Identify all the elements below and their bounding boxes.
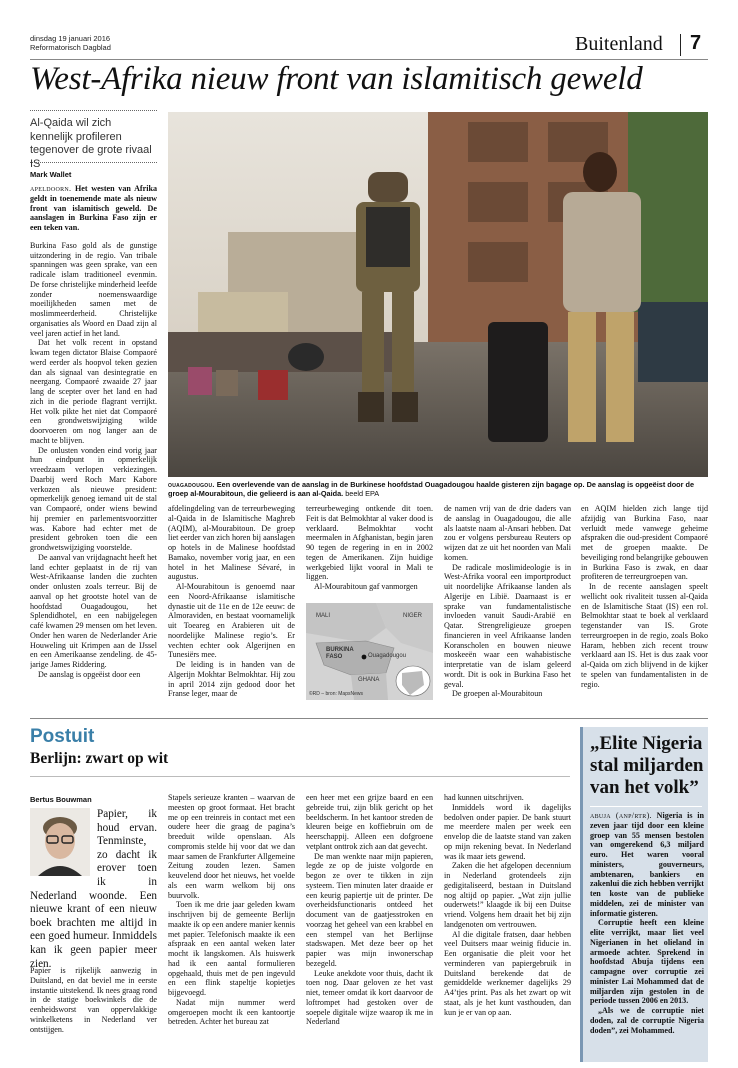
- paragraph: en AQIM hielden zich lange tijd afzijdig van Burkina Faso, naar verluidt mede vanwege geheime afspraken die oud-president Compaoré met de groepen maakte. De beveiliging rond belangrijke gebouwen in Burkina Faso is zwak, en daar profiteren de terreurgroepen van.: [581, 504, 708, 582]
- map-label-burkina: BURKINA FASO: [326, 647, 354, 660]
- article-column-5: [581, 504, 708, 701]
- paragraph: De aanslag is opgeëist door een: [38, 669, 141, 679]
- paragraph: Al-Mourabitoun gaf vanmorgen: [314, 582, 418, 591]
- paragraph: had kunnen uitschrijven.: [444, 793, 524, 802]
- column-text-4: [444, 793, 571, 1062]
- paragraph: Dat het volk recent in opstand kwam tegen dictator Blaise Compaoré werd eerder als hoopvol teken gezien dan als signaal van desintegratie en neergang. Compaoré zwaaide 27 jaar lang de scepter over het land en had zich in die periode flagrant verrijkt. Het volk pikte het niet dat Compaoré een grondwetswijziging wilde doorvoeren om nog langer aan de macht te blijven.: [30, 338, 157, 445]
- column-rule: [30, 776, 570, 777]
- location-map: [306, 603, 433, 700]
- paragraph: De man wenkte naar mijn papieren, legde ze op de juiste volgorde en begon ze over te tikken in zijn systeem. Tien minuten later draaide er een keurig papiertje uit de printer. De overheidsfunctionaris ontdeed het document van de gaatjesstroken en voorzag het geheel van een krabbel en een stempel van het Berlijnse stadswapen. Met deze beer op het papier was mijn inwonerschap bezegeld.: [306, 851, 433, 968]
- caption-place: ouagadougou.: [168, 480, 215, 489]
- paragraph: Burkina Faso gold als de gunstige uitzondering in de regio. Van tribale spanningen was geen sprake, van een radicale islam traditioneel evenmin. De forse christelijke minderheid leefde zonder noemenswaardige moeilijkheden samen met de moslimmeerderheid. Christelijke organisaties als Woord en Daad zijn al veel jaren actief in het land.: [30, 240, 157, 338]
- sidebar-accent: [580, 727, 583, 1062]
- column-text-3: [306, 793, 433, 1062]
- byline: Mark Wallet: [30, 170, 72, 179]
- map-label-ghana: GHANA: [358, 677, 380, 683]
- paragraph: De radicale moslimideologie is in West-Afrika vooral een importproduct uit noordelijke Afrikaanse landen als Algerije en Libië. Daarnaast is er sprake van fundamentalistische invloeden vanuit Saudi-Arabië en Qatar. Strengreligieuze groepen financieren in veel Afrikaanse landen Koranscholen en bouwen nieuwe moskeeën waar een wahabistische interpretatie van de islam geleerd wordt. Dit is ook in Burkina Faso het geval.: [444, 562, 571, 689]
- news-photo: [168, 112, 708, 477]
- lead-text: Het westen van Afrika geldt in toenemende mate als nieuw front van islamitisch geweld. De aanslagen in Burkina Faso zijn er een teken van.: [30, 184, 157, 232]
- paragraph: Zaken die het afgelopen decennium in Nederland grotendeels zijn gedigitaliseerd, bestaan in Duitsland nog altijd op papier. „Wat zijn jullie ouderwets!” klaagde ik bij een Duitse vriend. Volgens hem draait het bij zijn landgenoten om vertrouwen.: [444, 861, 571, 929]
- map-label-niger: NIGER: [403, 613, 423, 619]
- paragraph: terreurbeweging ontkende dit toen. Feit is dat Belmokhtar al vaker dood is verklaard. Belmokhtar vocht meermalen in Afghanistan, begin jaren 90 tegen de regering in en in 2002 tegen de Amerikanen. Zijn huidige werkgebied lijkt vooral in Mali te liggen.: [306, 504, 433, 582]
- paragraph: De aanval van vrijdagnacht heeft het land echter geplaatst in de rij van West-Afrikaanse landen die zuchten onder onlusten zoals terreur. Bij de aanval op het grootste hotel van de hoofdstad Ouagadougou, het Splendidhotel, en een nabijgelegen café kwamen 29 mensen om het leven. Onder hen waren de Nederlander Arie Houweling uit Krimpen aan de IJssel en een Amerikaanse zendeling. de 45-jarige James Riddering.: [30, 552, 157, 669]
- dateline: apeldoorn.: [30, 184, 72, 193]
- intro-rule-bottom: [30, 162, 157, 163]
- photo-illustration: [168, 112, 708, 477]
- article-column-4: [444, 504, 571, 701]
- paragraph: een heer met een grijze baard en een gebreide trui, zijn blik gericht op het beeldscherm. In het kantoor streden de kleuren beige en koffiebruin om de heerschappij. Alleen een dofgroene vetplant onttrok zich aan dat gevecht.: [306, 793, 433, 851]
- map-label-mali: MALI: [316, 613, 331, 619]
- opening-text: Papier, ik houd ervan. Tenminste, zo dacht ik erover toen ik in Nederland woonde. Een nieuwe krant of een nieuw boek brachten me altijd in een goed humeur. Inmiddels kan ik geen papier meer zien.: [30, 808, 157, 970]
- header-divider: [680, 34, 681, 56]
- paragraph: De groepen al-Mourabitoun: [452, 689, 543, 699]
- intro-rule-top: [30, 110, 157, 111]
- paper-name: Reformatorisch Dagblad: [30, 43, 111, 52]
- caption-credit: beeld EPA: [345, 489, 380, 498]
- paragraph: Papier is rijkelijk aanwezig in Duitsland, en dat beviel me in eerste instantie uitstekend. Ik nees graag rond in de statige boekwinkels die de eenheidsworst van oppervlakkige winkelketens in Nederland ver ontstijgen.: [30, 966, 157, 1034]
- paragraph: De onlusten vonden eind vorig jaar hun eindpunt in opmerkelijk vreedzaam verlopen verkiezingen. Daarbij werd Roch Marc Kabore verkozen als nieuwe president: opmerkelijk genoeg iemand uit de stal van Compaoré, onder wiens bewind hij premier en parlementsvoorzitter was. Kabore had echter met de president gebroken toen die een grondwetswijziging voorstelde.: [30, 445, 157, 552]
- sidebar-dateline: abuja (anp/rtr).: [590, 811, 652, 820]
- column-text-1: [30, 966, 157, 1062]
- headline: West-Afrika nieuw front van islamitisch geweld: [30, 61, 643, 97]
- column-kicker: Postuit: [30, 726, 95, 747]
- paragraph: Corruptie heeft een kleine elite verrijkt, maar liet veel Nigerianen in het olieland in armoede achter. Sprekend in hoofdstad Abuja tijdens een campagne over corruptie zei minister Lai Mohammed dat de miljarden zijn gestolen in de periode tussen 2006 en 2013.: [590, 918, 704, 1006]
- paragraph: In de recente aanslagen speelt wellicht ook rivaliteit tussen al-Qaida en de Islamitische Staat (IS) een rol. Belmokhtar staat te boek al verklaard tegenstander van IS. Grote terreurgroepen in de regio, zoals Boko Haram, hebben zich recent trouw verklaard aan IS. Het is dus zaak voor al-Qaida om zich blijvend in de kijker te spelen van fundamentalisten in de regio.: [581, 582, 708, 689]
- paragraph: Inmiddels word ik dagelijks bedolven onder papier. De bank stuurt me meerdere malen per week een envelop die de laatste stand van zaken op mijn rekening bevat. In Nederland was ik maar iets gewend.: [444, 802, 571, 861]
- page-number: 7: [690, 32, 702, 54]
- paragraph: afdelingdeling van de terreurbeweging al-Qaida in de Islamitische Maghreb (AQIM), al-Mourabitoun. De groep liet eerder van zich horen bij aanslagen op hotels in de Malinese hoofdstad Bamako, november vorig jaar, en een hotel in het Malinese Sévaré, in augustus.: [168, 504, 295, 582]
- column-opening: [30, 808, 157, 968]
- article-column-2: [168, 504, 295, 701]
- article-column-1: [30, 184, 157, 701]
- paragraph: Leuke anekdote voor thuis, dacht ik toen nog. Daar geloven ze het vast niet, temeer omdat ik kort daarvoor de loftrompet had gestoken over de soepele digitale wijze waarop ik me in Nederland: [306, 968, 433, 1027]
- sidebar-rule: [590, 806, 702, 807]
- paragraph: De leiding is in handen van de Algerijn Mokhtar Belmokhtar. Hij zou in april 2014 zijn gedood door het Franse leger, maar de: [168, 660, 295, 699]
- map-label-city: Ouagadougou: [368, 653, 407, 659]
- photo-caption: [168, 480, 708, 498]
- paragraph: Al die digitale fratsen, daar hebben veel Duitsers maar weinig fiducie in. Een organisatie die pleit voor het verminderen van papiergebruik in Duitsland berekende dat de gemiddelde werknemer dagelijks 29 A4’tjes print. Pas als het zwart op wit staat, als je het kunt vasthouden, dan kun je er van op aan.: [444, 929, 571, 1017]
- paragraph: „Als we de corruptie niet doden, zal de corruptie Nigeria doden”, zei Mohammed.: [590, 1006, 704, 1035]
- paragraph: Nadat mijn nummer werd omgeroepen mocht ik een kantoortje betreden. Achter het bureau zat: [168, 997, 295, 1027]
- sidebar-box: [580, 727, 708, 1062]
- column-title: Berlijn: zwart op wit: [30, 750, 169, 767]
- article-column-3: [306, 504, 433, 596]
- map-credit: ©RD – bron: MapsNews: [309, 691, 363, 697]
- paragraph: de namen vrij van de drie daders van de aanslag in Ouagadougou, die alle als laatste naam al-Ansari hebben. Dat zou er volgens persbureau Reuters op wijzen dat ze uit het noorden van Mali komen.: [444, 504, 571, 562]
- caption-text: Een overlevende van de aanslag in de Burkinese hoofdstad Ouagadougou haalde gisteren zijn bagage op. De aanslag is opgeëist door de groep al-Mourabitoun, die gelieerd is aan al-Qaida.: [168, 480, 695, 498]
- paragraph: Toen ik me drie jaar geleden kwam inschrijven bij de gemeente Berlijn maakte ik op een andere manier kennis met papier. Telefonisch maakte ik een afspraak en een aantal weken later mocht ik langskomen. Als huiswerk had ik een aantal formulieren opgehaald, thuis met de pen ingevuld en een flink stapeltje kopietjes bijgevoegd.: [168, 900, 295, 997]
- issue-date: dinsdag 19 januari 2016: [30, 34, 111, 43]
- sidebar-lead: Nigeria is in zeven jaar tijd door een kleine groep van 55 mensen bestolen van omgerekend 6,3 miljard euro. Het waren vooral ministers, gouverneurs, ambtenaren, bankiers en zakenlui die zich hebben verrijkt ten koste van de publieke middelen, zei de minister van informatie gisteren.: [590, 811, 704, 918]
- column-author: Bertus Bouwman: [30, 795, 92, 804]
- sidebar-headline: „Elite Nigeria stal miljarden van het volk”: [590, 733, 704, 798]
- article-intro: Al-Qaida wil zich kennelijk profileren tegenover de grote rivaal IS: [30, 117, 152, 170]
- section-separator: [30, 718, 708, 719]
- section-name: Buitenland: [575, 33, 663, 55]
- paragraph: Al-Mourabitoun is genoemd naar een Noord-Afrikaanse islamitische dynastie uit de 11e en de 12e eeuw: de Almoraviden, en bestaat voornamelijk uit Toeareg en Arabieren uit de noordelijke Malinese regio’s. Er vechten echter ook Algerijnen en Tunesiërs mee.: [168, 582, 295, 660]
- paragraph: Stapels serieuze kranten – waarvan de meesten op groot formaat. Het bracht me op een treinreis in contact met een oudere heer die graag de pagina’s breeduit wilde openslaan. Als compromis stelde hij voor dat we dan maar samen de Frankfurter Allgemeine Zeitung zouden lezen. Samen keuvelend door het nieuws, het voelde als een warm welkom bij ons buurvolk.: [168, 793, 295, 900]
- column-text-2: [168, 793, 295, 1062]
- sidebar-text: [590, 811, 704, 1059]
